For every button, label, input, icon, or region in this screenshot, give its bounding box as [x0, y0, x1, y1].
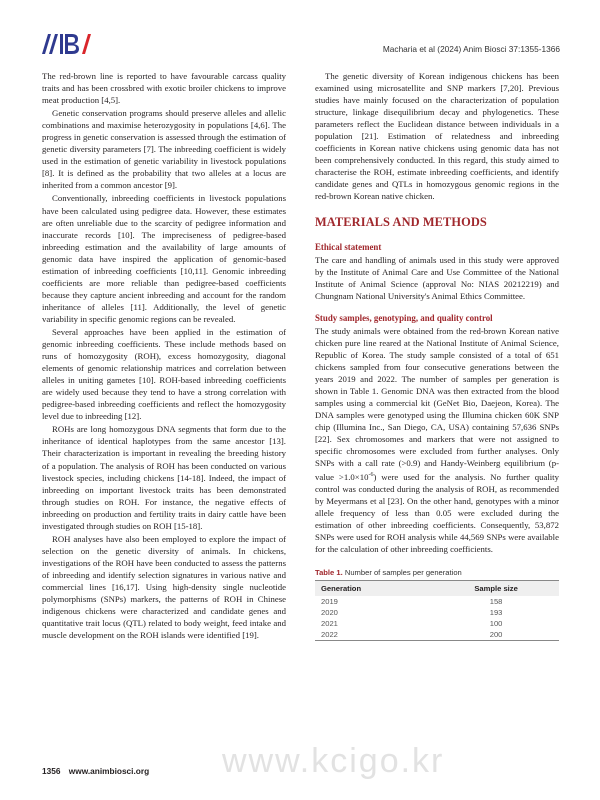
paragraph: The genetic diversity of Korean indigenous chickens has been examined using microsatellite and SNP markers [7,20]. Previous studies have mainly focused on the characterization of population structure, linkage disequilibrium decay and phylogenetics. These parameters reflect the Euclidean distance between individuals in a population [21]. Estimation of relatedness and inbreeding coefficients in Korean native chickens using genomic data has not been comprehensively conducted. In this regard, this study aimed to characterise the ROH, estimate inbreeding coefficients, and identify candidate genes and QTLs in homozygous genomic regions in the red-brown Korean native chicken.: [315, 71, 559, 202]
table-cell: 2019: [321, 596, 338, 606]
paragraph: Several approaches have been applied in the estimation of genomic inbreeding coefficients. These include methods based on runs of homozygosity (ROH), excess homozygosity, diagonal elements of genomic relationship matrices and correlation between alleles in uniting gametes [10]. ROH-based inbreeding coefficients are widely used because they tend to have a strong correlation with pedigree-based inbreeding coefficients and reflect the homozygosity level due to inbreeding [12].: [42, 326, 286, 422]
paragraph: [315, 325, 559, 556]
watermark: www.kcigo.kr: [222, 742, 445, 780]
table-cell: 2021: [321, 618, 338, 628]
samples-table: [315, 580, 559, 641]
table-row: [315, 629, 559, 641]
table-row: [315, 596, 559, 607]
superscript: -6: [368, 472, 374, 479]
journal-url-link[interactable]: www.animbiosci.org: [68, 766, 150, 776]
journal-logo-icon: [42, 34, 92, 54]
left-column: [42, 70, 286, 642]
table-row: [315, 618, 559, 629]
table-cell: 100: [489, 618, 503, 628]
table-cell: 200: [433, 629, 559, 641]
table-caption-text: Number of samples per generation: [344, 567, 462, 577]
article-citation: Macharia et al (2024) Anim Biosci 37:1355-1366: [382, 44, 560, 54]
paragraph: ROHs are long homozygous DNA segments that form due to the inheritance of identical haplotypes from the same ancestor [13]. Their characterization is important in revealing the breeding history of a population. The analysis of ROH has been conducted on various livestock species, including chickens [14-18]. Indeed, the impact of inbreeding on important livestock traits has been demonstrated through studies on ROH. For instance, the negative effects of inbreeding on production and fertility traits in dairy cattle have been investigated through studies on ROH [15-18].: [42, 424, 286, 531]
page-footer: [42, 766, 149, 776]
section-heading-materials-methods: MATERIALS AND METHODS: [315, 214, 487, 229]
table-cell: 2022: [315, 629, 433, 641]
paragraph-text: ) were used for the analysis. No further quality control was conducted during the analysis of ROH, as recommended by Meyermans et al [23]. On the other hand, genotypes with a minor allele frequency of less than 0.05 were excluded during the estimation of other inbreeding coefficients. Consequently, 53,872 SNPs were used for ROH analysis while 44,569 SNPs were available for the calculation of other inbreeding coefficients.: [315, 472, 559, 555]
paragraph: The care and handling of animals used in this study were approved by the Institute of Animal Care and Use Committee of the National Institute of Animal Science (approval No: NIAS 20212219) and Chungnam National University's Animal Ethics Committee.: [315, 254, 559, 301]
paragraph: ROH analyses have also been employed to explore the impact of selection on the genetic diversity of animals. In chickens, investigations of the ROH have been conducted to assess the patterns of inbreeding and identify selection signatures in various native and commercial lines [16,17]. Using high-density single nucleotide polymorphisms (SNPs) markers, the patterns of ROH in Chinese indigenous chickens were characterized and candidate genes and quantitative trait locus (QTL) related to body weight, feed intake and muscle development on the ROH islands were identified [19].: [42, 533, 286, 641]
table-row: [315, 607, 559, 618]
subsection-heading-ethical: Ethical statement: [315, 241, 382, 252]
table-cell: 2020: [321, 607, 338, 617]
subsection-heading-samples: Study samples, genotyping, and quality control: [315, 312, 493, 323]
column-header: Generation: [315, 580, 433, 596]
table-cell: 158: [489, 596, 503, 606]
page-number: 1356: [42, 766, 61, 776]
column-header: Sample size: [433, 580, 559, 596]
paragraph: Conventionally, inbreeding coefficients in livestock populations have been calculated using pedigree data. However, these estimates are often unreliable due to the scarcity of pedigree information and inaccurate records [10]. The impreciseness of pedigree-based inbreeding estimation and the availability of large amounts of genomic data have inspired the application of genomic-based estimation of inbreeding coefficients [10,11]. Genomic inbreeding coefficients are more reliable than pedigree-based coefficients because they capture ancient inbreeding and account for the random inheritance of alleles [11]. Additionally, the level of genetic variability in specific genomic regions can be revealed.: [42, 193, 286, 324]
right-column: [315, 70, 559, 641]
table-cell: 193: [489, 607, 503, 617]
table-label: Table 1.: [315, 567, 343, 577]
paragraph: Genetic conservation programs should preserve alleles and allelic combinations and maximise heterozygosity in populations [4,6]. The progress in genetic conservation is assessed through the estimation of genetic diversity parameters [7]. The inbreeding coefficient is widely used in the estimation of genetic variability in livestock populations [8]. It is defined as the probability that two alleles at a locus are inherited from a common ancestor [9].: [42, 108, 286, 191]
paragraph-text: The study animals were obtained from the red-brown Korean native chicken pure line reared at the National Institute of Animal Science, Republic of Korea. The study sample consisted of a total of 651 chickens sampled from four consecutive generations between the years 2019 and 2022. The number of samples per generation is shown in Table 1. Genomic DNA was then extracted from the blood samples using a commercial kit (GeNet Bio, Daejeon, Korea). The DNA samples were genotyped using the Illumina chicken 60K SNP chip (Illumina Inc., San Diego, CA, USA) containing 57,636 SNPs [22]. Sex chromosomes and markers that were not assigned to specific chromosomes were excluded from further analyses. Only SNPs with a call rate (>0.9) and Handy-Weinberg equilibrium (p-value >1.0×10: [315, 325, 559, 483]
paragraph: The red-brown line is reported to have favourable carcass quality traits and has been crossbred with exotic broiler chickens to improve meat production [4,5].: [42, 71, 286, 106]
table-header-row: [315, 580, 559, 596]
table-caption: [315, 568, 559, 577]
